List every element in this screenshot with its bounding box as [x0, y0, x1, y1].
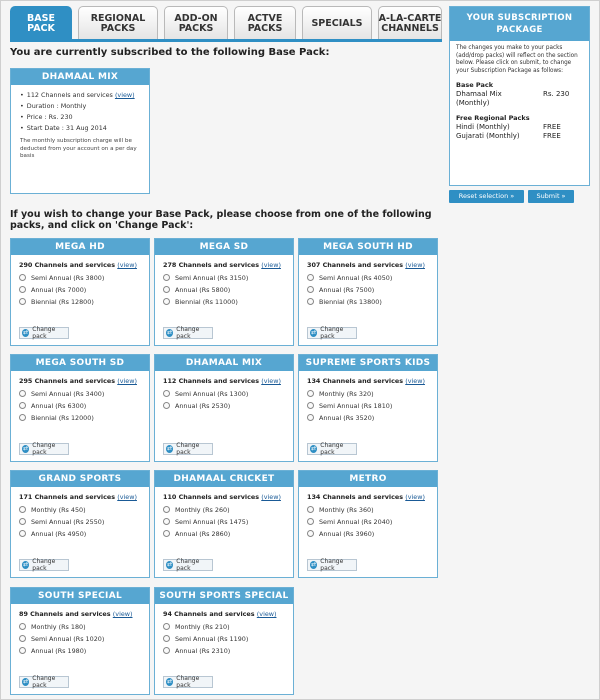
radio-icon[interactable] [307, 530, 314, 537]
pack-channel-count: 290 Channels and services (view) [19, 261, 137, 269]
current-pack-title: DHAMAAL MIX [11, 69, 149, 85]
pack-option[interactable]: Annual (Rs 3960) [299, 527, 437, 539]
view-link[interactable]: (view) [261, 377, 281, 385]
view-link[interactable]: (view) [117, 261, 137, 269]
base-pack-price: Rs. 230 [543, 90, 570, 98]
pack-option[interactable]: Annual (Rs 2310) [155, 644, 293, 656]
pack-card [10, 354, 150, 462]
pack-card [10, 470, 150, 578]
pack-channel-count: 94 Channels and services (view) [163, 610, 277, 618]
radio-icon[interactable] [163, 298, 170, 305]
pack-title: MEGA SOUTH HD [299, 239, 437, 255]
pack-channel-count: 278 Channels and services (view) [163, 261, 281, 269]
view-link[interactable]: (view) [405, 493, 425, 501]
radio-icon[interactable] [19, 274, 26, 281]
view-link[interactable]: (view) [114, 91, 135, 99]
swap-icon: ⇄ [167, 445, 173, 452]
view-link[interactable]: (view) [405, 377, 425, 385]
pack-card [154, 354, 294, 462]
radio-icon[interactable] [163, 518, 170, 525]
radio-icon[interactable] [19, 635, 26, 642]
subscription-package-panel [449, 6, 590, 186]
swap-icon: ⇄ [311, 329, 317, 336]
current-pack-duration: • Duration : Monthly [20, 101, 149, 112]
pack-option[interactable]: Monthly (Rs 360) [299, 503, 437, 515]
pack-option[interactable]: Biennial (Rs 13800) [299, 295, 437, 307]
pack-option[interactable]: Monthly (Rs 260) [155, 503, 293, 515]
pack-title: MEGA SD [155, 239, 293, 255]
pack-card [298, 354, 438, 462]
subscription-package-title: YOUR SUBSCRIPTION PACKAGE [450, 7, 589, 41]
pack-option[interactable]: Semi Annual (Rs 3400) [11, 387, 149, 399]
pack-option[interactable]: Annual (Rs 3520) [299, 411, 437, 423]
swap-icon: ⇄ [23, 445, 29, 452]
swap-icon: ⇄ [167, 678, 173, 685]
submit-button[interactable]: Submit » [528, 190, 574, 203]
view-link[interactable]: (view) [405, 261, 425, 269]
change-pack-button[interactable]: ⇄ Change pack [19, 676, 69, 688]
swap-icon: ⇄ [311, 445, 317, 452]
radio-icon[interactable] [307, 286, 314, 293]
pack-option[interactable]: Semi Annual (Rs 3800) [11, 271, 149, 283]
current-pack-card [10, 68, 150, 194]
pack-tabs [10, 6, 442, 40]
pack-title: MEGA HD [11, 239, 149, 255]
pack-channel-count: 110 Channels and services (view) [163, 493, 281, 501]
swap-icon: ⇄ [167, 561, 173, 568]
radio-icon[interactable] [19, 390, 26, 397]
change-pack-button[interactable]: ⇄ Change pack [307, 327, 357, 339]
tab-add-on-packs[interactable]: ADD-ON PACKS [164, 6, 228, 40]
change-pack-button[interactable]: ⇄ Change pack [163, 327, 213, 339]
change-pack-button[interactable]: ⇄ Change pack [163, 443, 213, 455]
pack-option[interactable]: Monthly (Rs 180) [11, 620, 149, 632]
radio-icon[interactable] [19, 518, 26, 525]
change-pack-button[interactable]: ⇄ Change pack [307, 443, 357, 455]
radio-icon[interactable] [307, 518, 314, 525]
pack-option[interactable]: Monthly (Rs 320) [299, 387, 437, 399]
pack-option[interactable]: Semi Annual (Rs 1475) [155, 515, 293, 527]
pack-title: SOUTH SPECIAL [11, 588, 149, 604]
tab-specials[interactable]: SPECIALS [302, 6, 372, 40]
regional-pack-row: Gujarati (Monthly) FREE [456, 132, 561, 140]
pack-option[interactable]: Annual (Rs 7000) [11, 283, 149, 295]
change-pack-button[interactable]: ⇄ Change pack [163, 676, 213, 688]
pack-card [154, 587, 294, 695]
pack-option[interactable]: Annual (Rs 6300) [11, 399, 149, 411]
change-pack-button[interactable]: ⇄ Change pack [307, 559, 357, 571]
regional-pack-row: Hindi (Monthly) FREE [456, 123, 561, 131]
view-link[interactable]: (view) [256, 610, 277, 618]
radio-icon[interactable] [307, 274, 314, 281]
swap-icon: ⇄ [23, 561, 29, 568]
radio-icon[interactable] [163, 286, 170, 293]
radio-icon[interactable] [307, 414, 314, 421]
pack-option[interactable]: Annual (Rs 2530) [155, 399, 293, 411]
regional-packs-heading: Free Regional Packs [456, 114, 530, 122]
pack-title: DHAMAAL MIX [155, 355, 293, 371]
pack-card [10, 587, 150, 695]
pack-card [154, 238, 294, 346]
base-pack-heading: Base Pack [456, 81, 494, 89]
pack-option[interactable]: Annual (Rs 5800) [155, 283, 293, 295]
radio-icon[interactable] [163, 635, 170, 642]
swap-icon: ⇄ [23, 329, 29, 336]
tab-divider [10, 39, 442, 42]
change-pack-instructions: If you wish to change your Base Pack, please choose from one of the following packs, and click on 'Change Pack': [10, 209, 432, 231]
pack-option[interactable]: Semi Annual (Rs 1300) [155, 387, 293, 399]
pack-option[interactable]: Biennial (Rs 12000) [11, 411, 149, 423]
tab-regional-packs[interactable]: REGIONAL PACKS [78, 6, 158, 40]
pack-channel-count: 112 Channels and services (view) [163, 377, 281, 385]
swap-icon: ⇄ [167, 329, 173, 336]
radio-icon[interactable] [19, 506, 26, 513]
change-pack-button[interactable]: ⇄ Change pack [19, 443, 69, 455]
pack-option[interactable]: Annual (Rs 2860) [155, 527, 293, 539]
view-link[interactable]: (view) [117, 377, 137, 385]
pack-card [298, 470, 438, 578]
pack-title: SUPREME SPORTS KIDS [299, 355, 437, 371]
change-pack-button[interactable]: ⇄ Change pack [19, 559, 69, 571]
pack-option[interactable]: Annual (Rs 1980) [11, 644, 149, 656]
tab-base-pack[interactable]: BASE PACK [10, 6, 72, 40]
pack-title: METRO [299, 471, 437, 487]
pack-title: DHAMAAL CRICKET [155, 471, 293, 487]
radio-icon[interactable] [19, 623, 26, 630]
pack-option[interactable]: Semi Annual (Rs 2040) [299, 515, 437, 527]
radio-icon[interactable] [19, 402, 26, 409]
pack-card [298, 238, 438, 346]
tab-active-packs[interactable]: ACTVE PACKS [234, 6, 296, 40]
pack-option[interactable]: Monthly (Rs 450) [11, 503, 149, 515]
reset-selection-button[interactable]: Reset selection » [449, 190, 524, 203]
pack-option[interactable]: Biennial (Rs 11000) [155, 295, 293, 307]
pack-channel-count: 171 Channels and services (view) [19, 493, 137, 501]
pack-option[interactable]: Semi Annual (Rs 4050) [299, 271, 437, 283]
pack-channel-count: 295 Channels and services (view) [19, 377, 137, 385]
base-pack-name: Dhamaal Mix (Monthly) [456, 90, 502, 107]
pack-channel-count: 134 Channels and services (view) [307, 493, 425, 501]
pack-option[interactable]: Semi Annual (Rs 2550) [11, 515, 149, 527]
pack-title: SOUTH SPORTS SPECIAL [155, 588, 293, 604]
radio-icon[interactable] [163, 402, 170, 409]
swap-icon: ⇄ [23, 678, 29, 685]
pack-channel-count: 134 Channels and services (view) [307, 377, 425, 385]
pack-title: MEGA SOUTH SD [11, 355, 149, 371]
pack-channel-count: 89 Channels and services (view) [19, 610, 133, 618]
radio-icon[interactable] [19, 647, 26, 654]
radio-icon[interactable] [307, 506, 314, 513]
pack-option[interactable]: Semi Annual (Rs 3150) [155, 271, 293, 283]
radio-icon[interactable] [163, 506, 170, 513]
radio-icon[interactable] [163, 274, 170, 281]
current-pack-note: The monthly subscription charge will be deducted from your account on a per day basis [20, 138, 137, 159]
radio-icon[interactable] [19, 286, 26, 293]
pack-option[interactable]: Biennial (Rs 12800) [11, 295, 149, 307]
radio-icon[interactable] [19, 298, 26, 305]
pack-option[interactable]: Semi Annual (Rs 1190) [155, 632, 293, 644]
radio-icon[interactable] [19, 530, 26, 537]
swap-icon: ⇄ [311, 561, 317, 568]
radio-icon[interactable] [163, 390, 170, 397]
current-subscription-heading: You are currently subscribed to the following Base Pack: [10, 47, 330, 58]
radio-icon[interactable] [307, 402, 314, 409]
tab-a-la-carte-channels[interactable]: A-LA-CARTE CHANNELS [378, 6, 442, 40]
pack-option[interactable]: Semi Annual (Rs 1810) [299, 399, 437, 411]
radio-icon[interactable] [163, 623, 170, 630]
pack-option[interactable]: Annual (Rs 7500) [299, 283, 437, 295]
pack-option[interactable]: Annual (Rs 4950) [11, 527, 149, 539]
pack-title: GRAND SPORTS [11, 471, 149, 487]
view-link[interactable]: (view) [261, 493, 281, 501]
radio-icon[interactable] [163, 647, 170, 654]
radio-icon[interactable] [163, 530, 170, 537]
base-pack-row [450, 90, 589, 108]
subscription-description: The changes you make to your packs (add/drop packs) will reflect on the section below. Please click on submit, to change your Subscription Package as follows: [456, 45, 578, 74]
current-pack-channels: • 112 Channels and services (view) [20, 90, 149, 101]
view-link[interactable]: (view) [117, 493, 137, 501]
pack-option[interactable]: Semi Annual (Rs 1020) [11, 632, 149, 644]
radio-icon[interactable] [307, 390, 314, 397]
radio-icon[interactable] [19, 414, 26, 421]
change-pack-button[interactable]: ⇄ Change pack [163, 559, 213, 571]
current-pack-start-date: • Start Date : 31 Aug 2014 [20, 123, 149, 134]
pack-card [10, 238, 150, 346]
view-link[interactable]: (view) [261, 261, 281, 269]
radio-icon[interactable] [307, 298, 314, 305]
pack-option[interactable]: Monthly (Rs 210) [155, 620, 293, 632]
view-link[interactable]: (view) [112, 610, 133, 618]
pack-channel-count: 307 Channels and services (view) [307, 261, 425, 269]
change-pack-button[interactable]: ⇄ Change pack [19, 327, 69, 339]
pack-card [154, 470, 294, 578]
current-pack-price: • Price : Rs. 230 [20, 112, 149, 123]
